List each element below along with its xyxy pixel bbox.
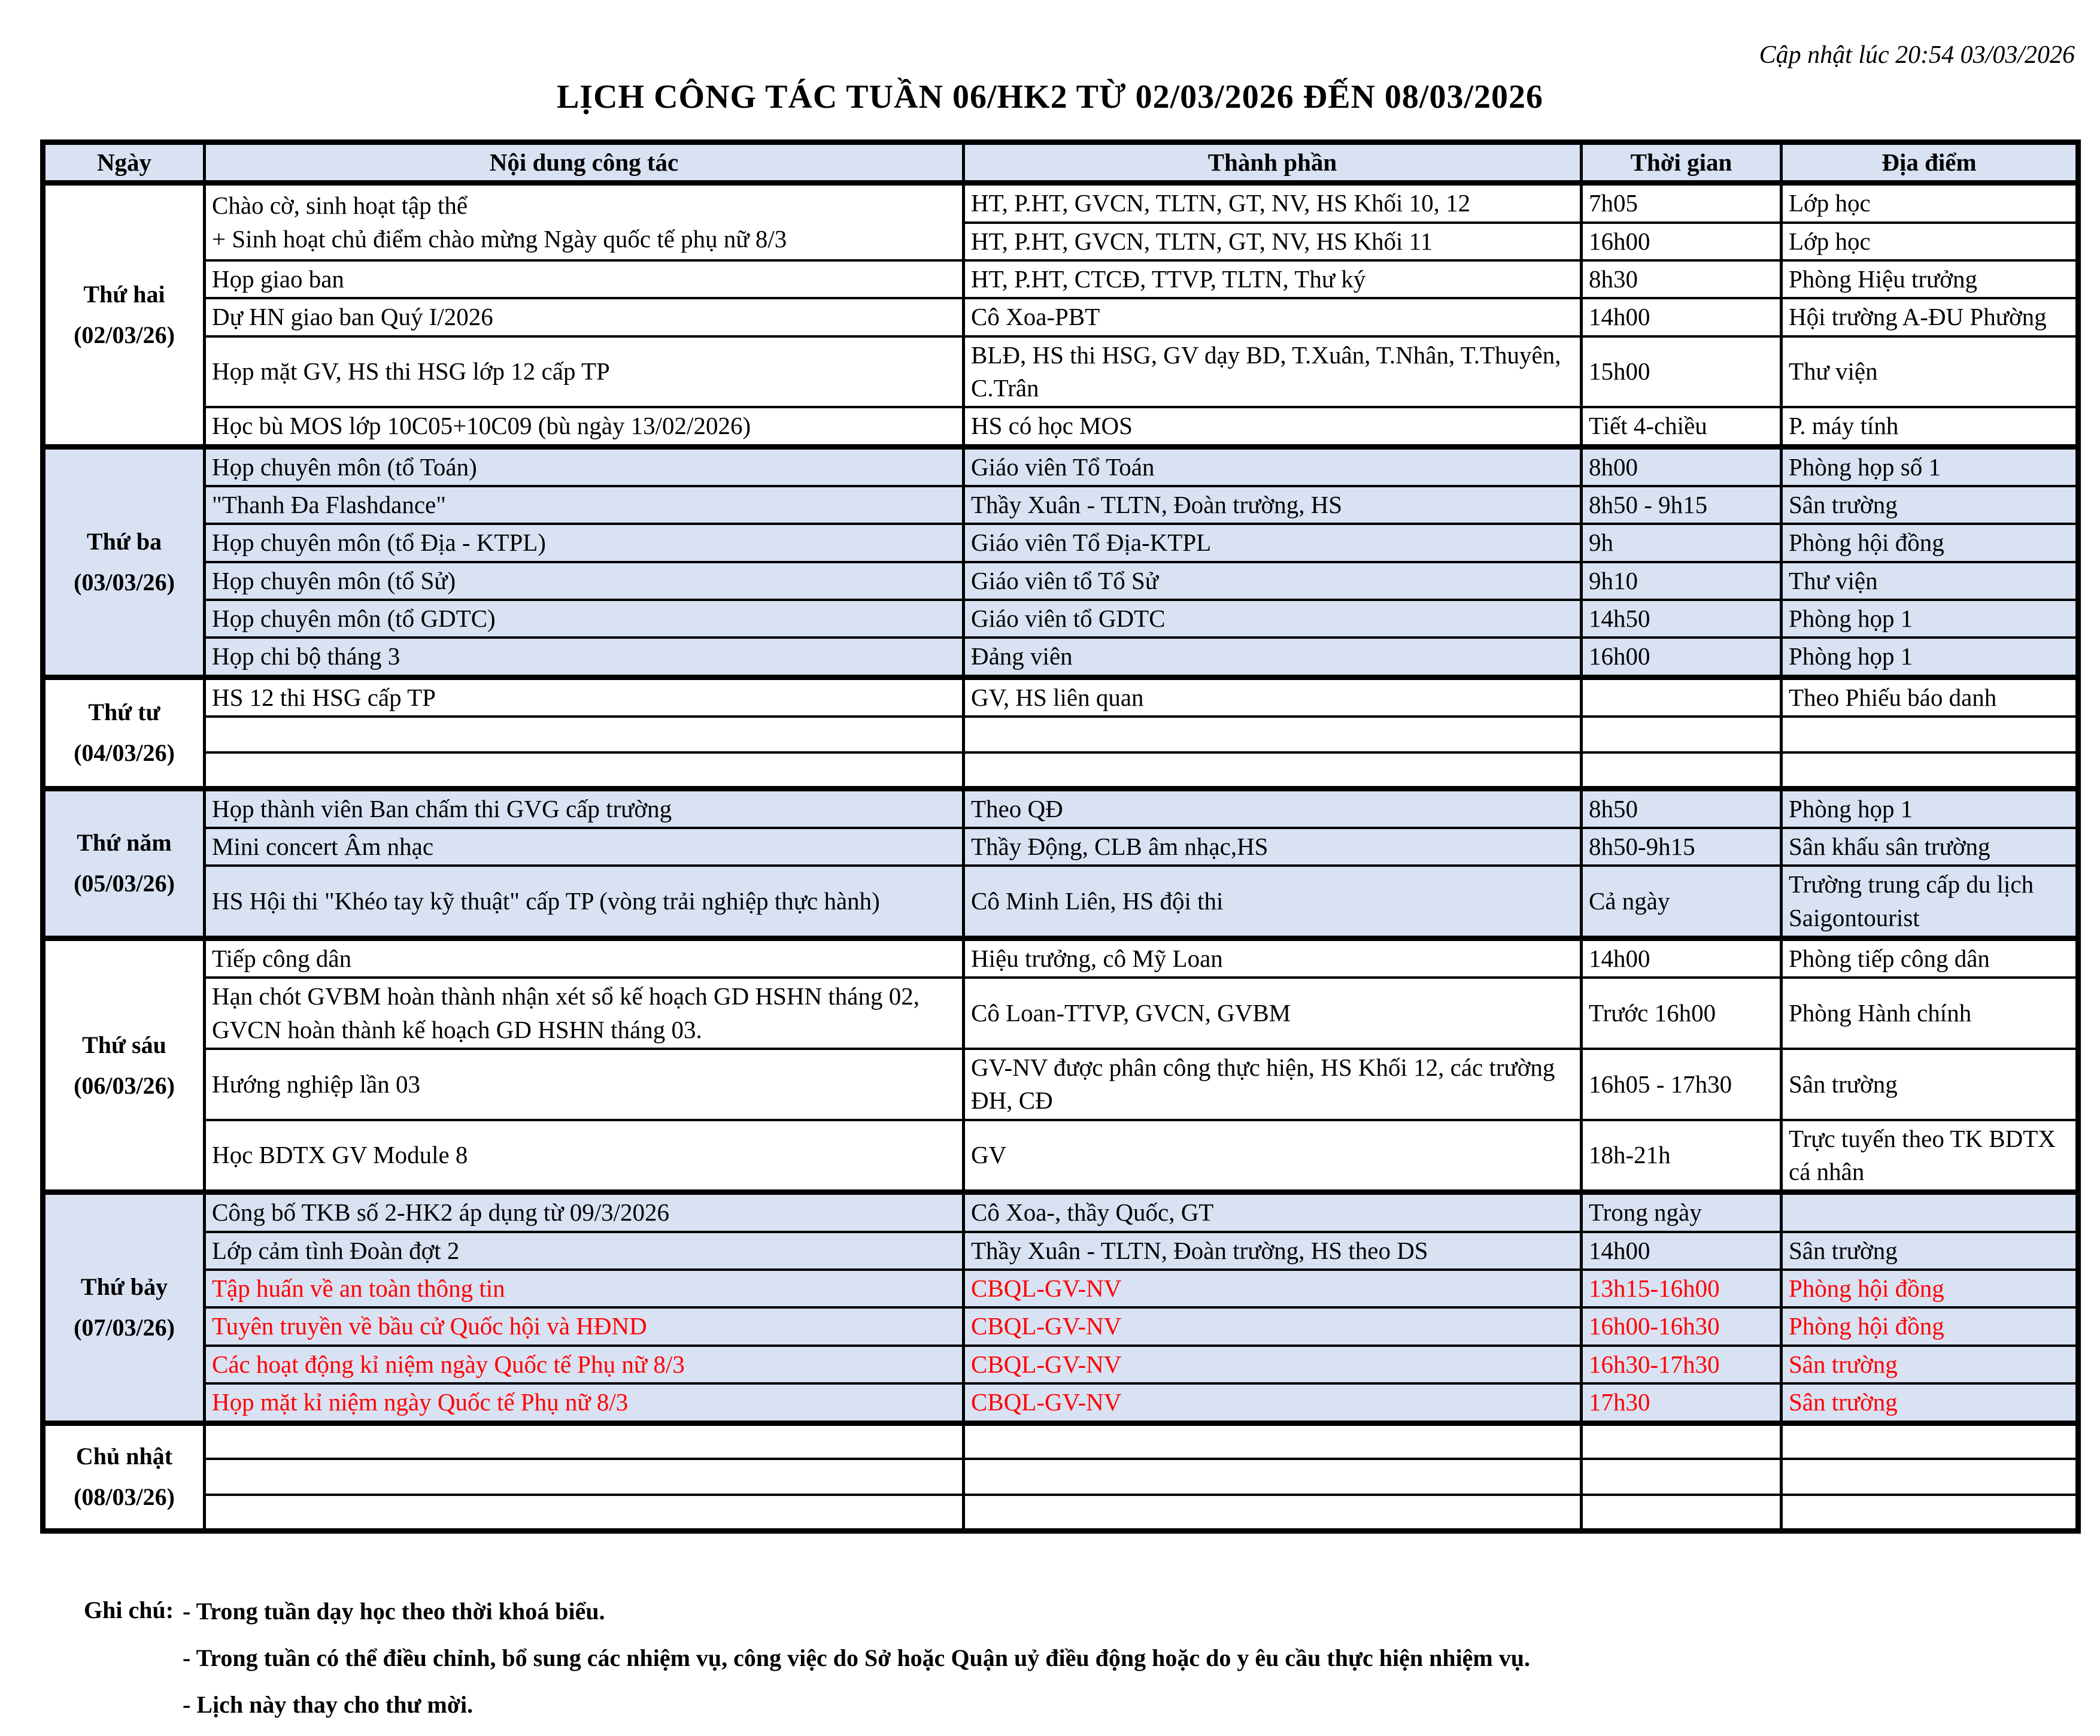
header-row <box>43 142 2078 183</box>
table-row <box>43 939 2078 978</box>
day-label: Thứ hai <box>83 281 165 308</box>
content-cell: "Thanh Đa Flashdance" <box>205 486 964 524</box>
content-cell: Hạn chót GVBM hoàn thành nhận xét sổ kế hoạch GD HSHN tháng 02, GVCN hoàn thành kế hoạch GD HSHN tháng 03. <box>205 978 964 1049</box>
location-cell <box>1782 1459 2078 1495</box>
table-row <box>43 1346 2078 1383</box>
time-cell <box>1582 1459 1782 1495</box>
time-cell: 9h10 <box>1582 562 1782 600</box>
participants-cell: HT, P.HT, GVCN, TLTN, GT, NV, HS Khối 10, 12 <box>964 183 1582 223</box>
time-cell: 8h00 <box>1582 447 1782 486</box>
day-cell-1 <box>43 183 205 447</box>
day-cell-7 <box>43 1423 205 1531</box>
table-row <box>43 828 2078 866</box>
table-row <box>43 407 2078 447</box>
content-cell: Chào cờ, sinh hoạt tập thể + Sinh hoạt chủ điểm chào mừng Ngày quốc tế phụ nữ 8/3 <box>205 183 964 260</box>
time-cell: 14h50 <box>1582 600 1782 638</box>
day-label: Chủ nhật <box>75 1443 173 1470</box>
content-cell <box>205 717 964 752</box>
table-row <box>43 1232 2078 1270</box>
location-cell <box>1782 752 2078 788</box>
participants-cell: Giáo viên tổ GDTC <box>964 600 1582 638</box>
time-cell <box>1582 677 1782 717</box>
participants-cell: BLĐ, HS thi HSG, GV dạy BD, T.Xuân, T.Nhân, T.Thuyên, C.Trân <box>964 336 1582 408</box>
content-cell: Công bố TKB số 2-HK2 áp dụng từ 09/3/2026 <box>205 1192 964 1232</box>
time-cell: 8h50-9h15 <box>1582 828 1782 866</box>
content-cell <box>205 1423 964 1459</box>
column-header-4: Thời gian <box>1582 142 1782 183</box>
time-cell: 7h05 <box>1582 183 1782 223</box>
table-row <box>43 447 2078 486</box>
table-row <box>43 1495 2078 1531</box>
content-cell: Họp mặt GV, HS thi HSG lớp 12 cấp TP <box>205 336 964 408</box>
location-cell: Thư viện <box>1782 336 2078 408</box>
notes-section <box>84 1596 2035 1736</box>
time-cell: Trong ngày <box>1582 1192 1782 1232</box>
location-cell: Lớp học <box>1782 223 2078 260</box>
content-cell: Họp chuyên môn (tổ Địa - KTPL) <box>205 524 964 562</box>
table-row <box>43 1049 2078 1120</box>
note-item: - Trong tuần có thể điều chỉnh, bổ sung các nhiệm vụ, công việc do Sở hoặc Quận uỷ điều động hoặc do y êu cầu thực hiện nhiệm vụ. <box>183 1644 1530 1671</box>
day-cell-4 <box>43 788 205 938</box>
participants-cell <box>964 717 1582 752</box>
time-cell: 9h <box>1582 524 1782 562</box>
location-cell: Phòng tiếp công dân <box>1782 939 2078 978</box>
content-cell: Học bù MOS lớp 10C05+10C09 (bù ngày 13/02/2026) <box>205 407 964 447</box>
location-cell: Sân trường <box>1782 1049 2078 1120</box>
content-cell <box>205 1459 964 1495</box>
day-label: Thứ ba <box>86 527 162 555</box>
column-header-5: Địa điểm <box>1782 142 2078 183</box>
location-cell <box>1782 1495 2078 1531</box>
table-row <box>43 752 2078 788</box>
table-row <box>43 183 2078 223</box>
location-cell: Phòng hội đồng <box>1782 1270 2078 1307</box>
content-cell: Các hoạt động kỉ niệm ngày Quốc tế Phụ nữ 8/3 <box>205 1346 964 1383</box>
content-cell: Hướng nghiệp lần 03 <box>205 1049 964 1120</box>
schedule-table <box>40 139 2081 1534</box>
table-row <box>43 788 2078 828</box>
table-row <box>43 486 2078 524</box>
location-cell: Phòng hội đồng <box>1782 1307 2078 1345</box>
table-row <box>43 562 2078 600</box>
time-cell: Cả ngày <box>1582 866 1782 938</box>
participants-cell <box>964 1495 1582 1531</box>
time-cell: 16h30-17h30 <box>1582 1346 1782 1383</box>
day-date: (05/03/26) <box>74 870 175 897</box>
content-cell: Họp chuyên môn (tổ GDTC) <box>205 600 964 638</box>
update-timestamp: Cập nhật lúc 20:54 03/03/2026 <box>1759 41 2075 69</box>
notes-list <box>183 1596 2035 1736</box>
time-cell: 17h30 <box>1582 1383 1782 1423</box>
location-cell: Phòng họp 1 <box>1782 600 2078 638</box>
time-cell: Tiết 4-chiều <box>1582 407 1782 447</box>
time-cell: 15h00 <box>1582 336 1782 408</box>
content-cell: Lớp cảm tình Đoàn đợt 2 <box>205 1232 964 1270</box>
participants-cell: Cô Minh Liên, HS đội thi <box>964 866 1582 938</box>
location-cell: Sân khấu sân trường <box>1782 828 2078 866</box>
participants-cell: Giáo viên Tổ Địa-KTPL <box>964 524 1582 562</box>
participants-cell: Cô Xoa-, thầy Quốc, GT <box>964 1192 1582 1232</box>
day-label: Thứ tư <box>88 699 160 726</box>
content-cell: Họp thành viên Ban chấm thi GVG cấp trường <box>205 788 964 828</box>
participants-cell: HS có học MOS <box>964 407 1582 447</box>
time-cell: 14h00 <box>1582 1232 1782 1270</box>
table-row <box>43 1307 2078 1345</box>
participants-cell <box>964 752 1582 788</box>
location-cell: Phòng họp số 1 <box>1782 447 2078 486</box>
participants-cell: Cô Xoa-PBT <box>964 298 1582 336</box>
participants-cell: CBQL-GV-NV <box>964 1307 1582 1345</box>
day-date: (04/03/26) <box>74 739 175 767</box>
location-cell: Hội trường A-ĐU Phường <box>1782 298 2078 336</box>
table-row <box>43 298 2078 336</box>
note-item: - Lịch này thay cho thư mời. <box>183 1691 474 1718</box>
participants-cell: Đảng viên <box>964 638 1582 677</box>
location-cell: Sân trường <box>1782 1383 2078 1423</box>
location-cell: Theo Phiếu báo danh <box>1782 677 2078 717</box>
participants-cell: Thầy Xuân - TLTN, Đoàn trường, HS <box>964 486 1582 524</box>
participants-cell: GV, HS liên quan <box>964 677 1582 717</box>
time-cell: 14h00 <box>1582 939 1782 978</box>
day-date: (06/03/26) <box>74 1072 175 1099</box>
participants-cell: CBQL-GV-NV <box>964 1346 1582 1383</box>
content-cell: Họp chi bộ tháng 3 <box>205 638 964 677</box>
location-cell: Sân trường <box>1782 486 2078 524</box>
participants-cell: CBQL-GV-NV <box>964 1383 1582 1423</box>
content-cell: Dự HN giao ban Quý I/2026 <box>205 298 964 336</box>
time-cell: Trước 16h00 <box>1582 978 1782 1049</box>
location-cell: Phòng Hiệu trưởng <box>1782 260 2078 298</box>
notes-label: Ghi chú: <box>84 1597 174 1623</box>
table-row <box>43 1423 2078 1459</box>
day-date: (08/03/26) <box>74 1483 175 1510</box>
day-label: Thứ năm <box>77 829 172 857</box>
participants-cell: Thầy Xuân - TLTN, Đoàn trường, HS theo DS <box>964 1232 1582 1270</box>
location-cell <box>1782 1192 2078 1232</box>
content-cell: Họp giao ban <box>205 260 964 298</box>
location-cell: Lớp học <box>1782 183 2078 223</box>
content-cell: Họp chuyên môn (tổ Sử) <box>205 562 964 600</box>
location-cell: Trực tuyến theo TK BDTX cá nhân <box>1782 1120 2078 1192</box>
participants-cell <box>964 1423 1582 1459</box>
day-label: Thứ bảy <box>80 1273 168 1301</box>
location-cell: Phòng Hành chính <box>1782 978 2078 1049</box>
schedule-body <box>43 183 2078 1531</box>
day-cell-3 <box>43 677 205 788</box>
table-row <box>43 600 2078 638</box>
time-cell <box>1582 752 1782 788</box>
location-cell: Trường trung cấp du lịch Saigontourist <box>1782 866 2078 938</box>
note-item: - Trong tuần dạy học theo thời khoá biểu. <box>183 1598 605 1625</box>
time-cell: 16h05 - 17h30 <box>1582 1049 1782 1120</box>
location-cell <box>1782 1423 2078 1459</box>
table-row <box>43 1383 2078 1423</box>
time-cell: 8h50 - 9h15 <box>1582 486 1782 524</box>
day-date: (07/03/26) <box>74 1314 175 1342</box>
time-cell: 8h30 <box>1582 260 1782 298</box>
participants-cell: HT, P.HT, CTCĐ, TTVP, TLTN, Thư ký <box>964 260 1582 298</box>
location-cell: Thư viện <box>1782 562 2078 600</box>
day-date: (02/03/26) <box>74 321 175 349</box>
time-cell: 18h-21h <box>1582 1120 1782 1192</box>
content-cell: Họp mặt kỉ niệm ngày Quốc tế Phụ nữ 8/3 <box>205 1383 964 1423</box>
time-cell: 16h00-16h30 <box>1582 1307 1782 1345</box>
day-cell-6 <box>43 1192 205 1423</box>
table-row <box>43 866 2078 938</box>
content-cell: Tiếp công dân <box>205 939 964 978</box>
location-cell <box>1782 717 2078 752</box>
participants-cell: CBQL-GV-NV <box>964 1270 1582 1307</box>
page-title: LỊCH CÔNG TÁC TUẦN 06/HK2 TỪ 02/03/2026 ĐẾN 08/03/2026 <box>556 78 1544 116</box>
table-row <box>43 677 2078 717</box>
table-row <box>43 1120 2078 1192</box>
location-cell: P. máy tính <box>1782 407 2078 447</box>
location-cell: Sân trường <box>1782 1232 2078 1270</box>
table-row <box>43 336 2078 408</box>
content-cell <box>205 752 964 788</box>
table-row <box>43 717 2078 752</box>
participants-cell: Hiệu trưởng, cô Mỹ Loan <box>964 939 1582 978</box>
participants-cell: GV-NV được phân công thực hiện, HS Khối 12, các trường ĐH, CĐ <box>964 1049 1582 1120</box>
table-row <box>43 978 2078 1049</box>
location-cell: Phòng hội đồng <box>1782 524 2078 562</box>
table-row <box>43 638 2078 677</box>
table-row <box>43 1192 2078 1232</box>
day-label: Thứ sáu <box>82 1031 166 1058</box>
time-cell <box>1582 1495 1782 1531</box>
time-cell <box>1582 717 1782 752</box>
time-cell: 14h00 <box>1582 298 1782 336</box>
participants-cell: Theo QĐ <box>964 788 1582 828</box>
content-cell: HS 12 thi HSG cấp TP <box>205 677 964 717</box>
content-cell <box>205 1495 964 1531</box>
location-cell: Phòng họp 1 <box>1782 638 2078 677</box>
content-cell: Tập huấn về an toàn thông tin <box>205 1270 964 1307</box>
column-header-1: Ngày <box>43 142 205 183</box>
location-cell: Sân trường <box>1782 1346 2078 1383</box>
content-cell: Họp chuyên môn (tổ Toán) <box>205 447 964 486</box>
participants-cell: Thầy Động, CLB âm nhạc,HS <box>964 828 1582 866</box>
time-cell: 16h00 <box>1582 638 1782 677</box>
column-header-3: Thành phần <box>964 142 1582 183</box>
location-cell: Phòng họp 1 <box>1782 788 2078 828</box>
day-cell-2 <box>43 447 205 677</box>
participants-cell <box>964 1459 1582 1495</box>
time-cell <box>1582 1423 1782 1459</box>
time-cell: 8h50 <box>1582 788 1782 828</box>
day-date: (03/03/26) <box>74 568 175 596</box>
content-cell: Tuyên truyền về bầu cử Quốc hội và HĐND <box>205 1307 964 1345</box>
participants-cell: GV <box>964 1120 1582 1192</box>
time-cell: 13h15-16h00 <box>1582 1270 1782 1307</box>
table-row <box>43 524 2078 562</box>
content-cell: Mini concert Âm nhạc <box>205 828 964 866</box>
table-row <box>43 1459 2078 1495</box>
column-header-2: Nội dung công tác <box>205 142 964 183</box>
participants-cell: Giáo viên tổ Tổ Sử <box>964 562 1582 600</box>
participants-cell: HT, P.HT, GVCN, TLTN, GT, NV, HS Khối 11 <box>964 223 1582 260</box>
day-cell-5 <box>43 939 205 1192</box>
table-row <box>43 260 2078 298</box>
content-cell: Học BDTX GV Module 8 <box>205 1120 964 1192</box>
participants-cell: Giáo viên Tổ Toán <box>964 447 1582 486</box>
participants-cell: Cô Loan-TTVP, GVCN, GVBM <box>964 978 1582 1049</box>
time-cell: 16h00 <box>1582 223 1782 260</box>
content-cell: HS Hội thi "Khéo tay kỹ thuật" cấp TP (vòng trải nghiệp thực hành) <box>205 866 964 938</box>
table-row <box>43 1270 2078 1307</box>
